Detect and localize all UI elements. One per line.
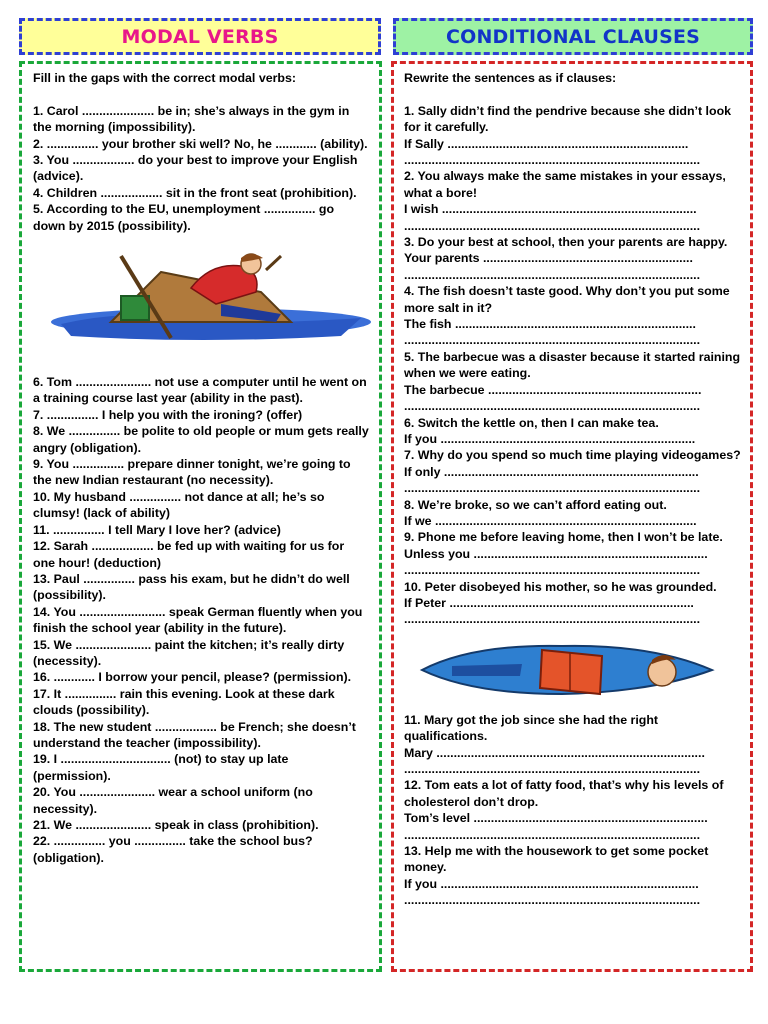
answer-dots-line: ...................................................................................... — [404, 762, 701, 777]
exercise-item: 3. You .................. do your best to improve your English (advice). — [33, 153, 358, 184]
exercise-item — [404, 349, 742, 415]
exercise-item — [404, 447, 742, 496]
sentence-text: 4. The fish doesn’t taste good. Why don’t you put some more salt in it? — [404, 284, 730, 315]
exercise-item: 21. We ...................... speak in class (prohibition). — [33, 818, 319, 833]
exercise-item — [404, 529, 742, 578]
exercise-item: 16. ............ I borrow your pencil, please? (permission). — [33, 670, 352, 685]
exercise-item — [404, 168, 742, 234]
exercise-item: 4. Children .................. sit in the front seat (prohibition). — [33, 185, 357, 200]
answer-prompt-line: If we ............................................................................ — [404, 513, 697, 528]
sentence-text: 13. Help me with the housework to get some pocket money. — [404, 844, 709, 875]
exercise-item: 17. It ............... rain this evening. Look at these dark clouds (possibility). — [33, 686, 335, 718]
conditional-items-top — [404, 103, 742, 628]
conditional-clauses-title: CONDITIONAL CLAUSES — [393, 18, 753, 55]
exercise-item: 12. Sarah .................. be fed up with waiting for us for one hour! (deduction) — [33, 539, 345, 570]
exercise-item: 5. According to the EU, unemployment ............... go down by 2015 (possibility). — [33, 202, 335, 233]
conditional-items-bottom — [404, 712, 742, 909]
exercise-item — [404, 843, 742, 909]
exercise-item: 15. We ...................... paint the kitchen; it’s really dirty (necessity). — [33, 637, 345, 668]
exercise-item: 11. ............... I tell Mary I love her? (advice) — [33, 522, 281, 537]
exercise-item — [404, 283, 742, 349]
modal-verbs-column — [19, 61, 382, 972]
answer-dots-line: ...................................................................................... — [404, 267, 701, 282]
exercise-item — [404, 777, 742, 843]
sentence-text: 12. Tom eats a lot of fatty food, that’s why his levels of cholesterol don’t drop. — [404, 778, 724, 809]
conditional-clauses-column — [391, 61, 753, 972]
modal-items-top — [33, 103, 369, 234]
sentence-text: 7. Why do you spend so much time playing videogames? — [404, 448, 741, 463]
exercise-item: 18. The new student .................. be French; she doesn’t understand the teacher (impossibility). — [33, 719, 356, 750]
modal-instruction: Fill in the gaps with the correct modal verbs: — [33, 71, 297, 85]
answer-dots-line: ...................................................................................... — [404, 333, 701, 348]
answer-prompt-line: If Peter ....................................................................... — [404, 595, 694, 610]
modal-verbs-title: MODAL VERBS — [19, 18, 381, 55]
answer-dots-line: ...................................................................................... — [404, 612, 701, 627]
exercise-item: 2. ............... your brother ski well? No, he ............ (ability). — [33, 136, 368, 151]
exercise-item — [404, 234, 742, 283]
answer-dots-line: ...................................................................................... — [404, 218, 701, 233]
answer-prompt-line: The fish ...................................................................... — [404, 317, 696, 332]
answer-dots-line: ...................................................................................... — [404, 827, 701, 842]
answer-prompt-line: If only .......................................................................... — [404, 464, 699, 479]
answer-prompt-line: Your parents ............................................................. — [404, 251, 693, 266]
exercise-item — [404, 415, 742, 448]
answer-prompt-line: Unless you .................................................................... — [404, 546, 708, 561]
sentence-text: 11. Mary got the job since she had the right qualifications. — [404, 712, 659, 744]
exercise-item: 8. We ............... be polite to old people or mum gets really angry (obligation). — [33, 424, 369, 455]
sentence-text: 6. Switch the kettle on, then I can make tea. — [404, 415, 659, 430]
exercise-item: 7. ............... I help you with the ironing? (offer) — [33, 407, 303, 422]
exercise-item: 22. ............... you ............... take the school bus? (obligation). — [33, 834, 313, 865]
exercise-item — [404, 712, 742, 778]
exercise-item — [404, 497, 742, 530]
sentence-text: 1. Sally didn’t find the pendrive because she didn’t look for it carefully. — [404, 103, 732, 135]
sentence-text: 2. You always make the same mistakes in your essays, what a bore! — [404, 169, 726, 200]
answer-prompt-line: If you .......................................................................... — [404, 431, 696, 446]
sentence-text: 5. The barbecue was a disaster because it started raining when we were eating. — [404, 349, 741, 381]
exercise-item: 19. I ................................ (not) to stay up late (permission). — [33, 752, 289, 783]
answer-dots-line: ...................................................................................... — [404, 153, 701, 168]
answer-prompt-line: If you ........................................................................... — [404, 876, 699, 891]
exercise-item: 9. You ............... prepare dinner tonight, we’re going to the new Indian restaurant (no necessity). — [33, 457, 351, 488]
answer-prompt-line: Tom’s level .................................................................... — [404, 811, 708, 826]
modal-items-bottom — [33, 374, 369, 866]
answer-prompt-line: I wish .......................................................................... — [404, 202, 697, 217]
answer-dots-line: ...................................................................................... — [404, 893, 701, 908]
sentence-text: 3. Do your best at school, then your parents are happy. — [404, 235, 728, 250]
answer-prompt-line: Mary .............................................................................. — [404, 745, 705, 760]
conditional-instruction: Rewrite the sentences as if clauses: — [404, 71, 617, 85]
exercise-item — [404, 103, 742, 169]
exercise-item: 1. Carol ..................... be in; she’s always in the gym in the morning (impossibility). — [33, 103, 350, 135]
answer-dots-line: ...................................................................................... — [404, 563, 701, 578]
exercise-item: 14. You ......................... speak German fluently when you finish the school year (ability in the future). — [33, 604, 363, 636]
sentence-text: 10. Peter disobeyed his mother, so he was grounded. — [404, 579, 717, 594]
answer-prompt-line: If Sally ...................................................................... — [404, 136, 689, 151]
answer-prompt-line: The barbecue .............................................................. — [404, 382, 702, 397]
boy-rowing-boat-icon — [41, 252, 371, 344]
exercise-item: 10. My husband ............... not dance at all; he’s so clumsy! (lack of ability) — [33, 489, 325, 521]
answer-dots-line: ...................................................................................... — [404, 399, 701, 414]
man-reading-book-icon — [412, 636, 724, 706]
exercise-item: 6. Tom ...................... not use a computer until he went on a training course last year (ability in the past). — [33, 375, 367, 406]
exercise-item — [404, 579, 742, 628]
answer-dots-line: ...................................................................................... — [404, 481, 701, 496]
sentence-text: 9. Phone me before leaving home, then I won’t be late. — [404, 530, 723, 545]
exercise-item: 20. You ...................... wear a school uniform (no necessity). — [33, 785, 313, 816]
exercise-item: 13. Paul ............... pass his exam, but he didn’t do well (possibility). — [33, 571, 350, 603]
sentence-text: 8. We’re broke, so we can’t afford eating out. — [404, 497, 667, 512]
